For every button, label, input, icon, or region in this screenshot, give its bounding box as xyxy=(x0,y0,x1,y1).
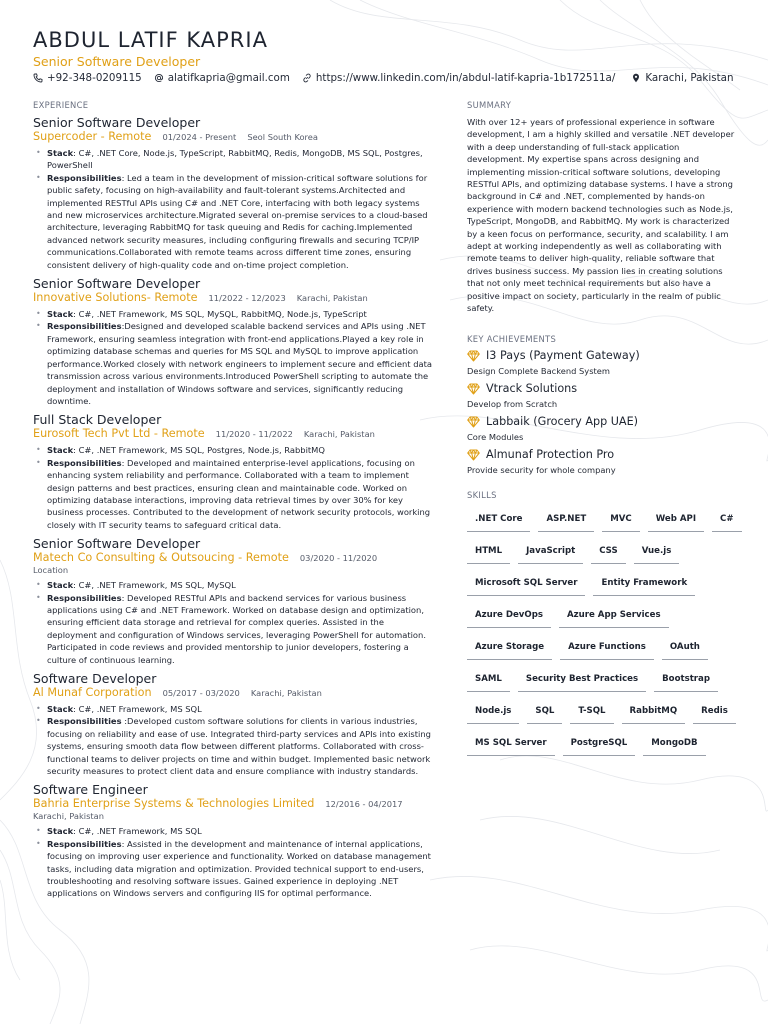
at-icon xyxy=(154,73,164,83)
job-bullets xyxy=(33,703,435,777)
skill-tag: Azure Functions xyxy=(560,636,654,660)
company-name: Matech Co Consulting & Outsoucing - Remote xyxy=(33,551,289,565)
location-pin-icon xyxy=(631,73,641,83)
achievement-head xyxy=(467,414,737,430)
job-entry xyxy=(33,782,435,899)
job-location: Seol South Korea xyxy=(247,132,318,142)
company-name: Eurosoft Tech Pvt Ltd - Remote xyxy=(33,427,205,441)
skill-tag: JavaScript xyxy=(518,540,583,564)
responsibilities-text: : Led a team in the development of mission-critical software solutions for public safety, focusing on high-availability and fault-tolerant systems.Architected and implemented RESTful APIs using C# and .NET Core, interfacing with both legacy systems and new microservices architecture.Migrated several on-premise services to a cloud-based architecture, leveraging RabbitMQ for task queuing and Redis for caching.Implemented advanced network security measures, including configuring firewalls and securing TCP/IP communications.Collaborated with remote teams across different time zones, ensuring consistent delivery of high-quality code and on-time project completion. xyxy=(47,172,428,270)
skill-tag: .NET Core xyxy=(467,508,530,532)
achievement-list xyxy=(467,348,737,476)
company-name: Innovative Solutions- Remote xyxy=(33,291,198,305)
achievements-label: KEY ACHIEVEMENTS xyxy=(467,333,557,344)
linkedin-item[interactable] xyxy=(302,72,615,84)
job-dates: 03/2020 - 11/2020 xyxy=(299,553,378,564)
summary-text: With over 12+ years of professional experience in software development, I am a highly skilled and versatile .NET developer with a deep understanding of full-stack application development. My expertise spans across designing and implementing mission-critical software solutions, developing RESTful APIs, and optimizing database systems. I have a strong background in C# and .NET, complemented by hands-on experience with modern backend technologies such as Node.js, TypeScript, MongoDB, and RabbitMQ. My work is characterized by a keen focus on performance, security, and scalability. I am adept at working independently as well as collaborating with remote teams to deliver high-quality, reliable software that drives business success. My passion lies in creating solutions that not only meet technical requirements but also have a positive impact on society, particularly in the realm of public safety. xyxy=(467,117,735,314)
responsibilities-label: Responsibilities xyxy=(47,172,122,183)
job-meta xyxy=(33,686,435,700)
achievement-desc: Develop from Scratch xyxy=(467,398,558,409)
job-title: Senior Software Developer xyxy=(33,536,201,552)
job-meta xyxy=(33,551,435,565)
job-location: Karachi, Pakistan xyxy=(296,293,368,304)
phone-text: +92-348-0209115 xyxy=(47,72,142,84)
job-dates: 01/2024 - Present xyxy=(162,132,237,142)
job-entry xyxy=(33,412,435,531)
stack-text: : C#, .NET Core, Node.js, TypeScript, RabbitMQ, Redis, MongoDB, MS SQL, Postgres, PowerShell xyxy=(47,148,423,171)
responsibilities-label: Responsibilities xyxy=(47,321,122,332)
skill-tag: SQL xyxy=(527,700,562,724)
experience-label: EXPERIENCE xyxy=(33,100,89,110)
location-text: Karachi, Pakistan xyxy=(645,72,734,84)
achievement-item xyxy=(467,414,737,443)
contact-bar xyxy=(33,72,733,84)
responsibilities-text: : Assisted in the development and maintenance of internal applications, focusing on improving user experience and functionality. Worked on database management tasks, including data migration and optimization. Provided technical support to end-users, troubleshooting and resolving software issues. Gained experience in deploying .NET applications on Windows servers and configuring IIS for optimal performance. xyxy=(47,838,431,899)
job-bullets xyxy=(33,825,435,899)
responsibilities-bullet xyxy=(33,592,435,666)
skills-label: SKILLS xyxy=(467,489,497,500)
job-bullets xyxy=(33,147,435,271)
skill-tag: PostgreSQL xyxy=(563,732,636,756)
stack-label: Stack xyxy=(47,704,74,714)
job-bullets xyxy=(33,579,435,666)
job-entry xyxy=(33,276,435,407)
right-column xyxy=(467,100,737,756)
stack-label: Stack xyxy=(47,309,74,320)
achievement-head xyxy=(467,348,737,364)
summary-label: SUMMARY xyxy=(467,100,512,110)
skill-tag: CSS xyxy=(591,540,625,564)
achievement-title: Vtrack Solutions xyxy=(486,381,578,395)
achievement-item xyxy=(467,348,737,377)
skill-tag: MS SQL Server xyxy=(467,732,555,756)
company-name: Al Munaf Corporation xyxy=(33,686,152,699)
skill-tag: T-SQL xyxy=(570,700,613,724)
job-dates: 05/2017 - 03/2020 xyxy=(162,688,240,698)
stack-text: : C#, .NET Framework, MS SQL xyxy=(73,826,202,837)
diamond-icon xyxy=(467,350,480,362)
job-list xyxy=(33,115,435,900)
skill-tag: Azure Storage xyxy=(467,636,552,660)
job-bullets xyxy=(33,308,435,407)
skill-tag: Azure App Services xyxy=(559,604,669,628)
stack-text: : C#, .NET Framework, MS SQL, MySQL, RabbitMQ, Node.js, TypeScript xyxy=(73,309,367,320)
skill-tag: Web API xyxy=(648,508,704,532)
stack-bullet xyxy=(33,444,435,456)
job-dates: 12/2016 - 04/2017 xyxy=(325,799,403,810)
company-name: Supercoder - Remote xyxy=(33,130,152,143)
stack-bullet xyxy=(33,308,435,320)
responsibilities-label: Responsibilities xyxy=(47,838,122,849)
achievement-head xyxy=(467,447,737,463)
linkedin-text: https://www.linkedin.com/in/abdul-latif-kapria-1b172511a/ xyxy=(315,72,616,84)
responsibilities-bullet xyxy=(33,715,435,777)
job-location: Karachi, Pakistan xyxy=(303,429,375,440)
stack-text: : C#, .NET Framework, MS SQL xyxy=(73,704,202,714)
job-location: Location xyxy=(33,565,69,576)
skill-tag: RabbitMQ xyxy=(622,700,686,724)
job-title: Software Developer xyxy=(33,671,157,686)
diamond-icon xyxy=(467,416,480,428)
company-name: Bahria Enterprise Systems & Technologies Limited xyxy=(33,797,315,811)
stack-bullet xyxy=(33,703,435,715)
responsibilities-text: : Developed and maintained enterprise-level applications, focusing on enhancing system reliability and performance. Collaborated with a team to implement design patterns and best practices, ensuring clean and maintainable code. Worked on optimizing database interactions, improving data retrieval times by over 30% for key business processes. Contributed to the development of network security protocols, working closely with IT security teams to safeguard critical data. xyxy=(47,457,431,530)
achievement-desc: Provide security for whole company xyxy=(467,464,616,475)
responsibilities-label: Responsibilities xyxy=(47,457,122,468)
skill-tag: Vue.js xyxy=(634,540,680,564)
location-item xyxy=(631,72,733,84)
job-entry xyxy=(33,671,435,777)
achievement-title: I3 Pays (Payment Gateway) xyxy=(486,348,640,362)
responsibilities-text: : Developed RESTful APIs and backend services for various business applications using C# and .NET Framework. Worked on database design and optimization, ensuring efficient data storage and retrieval for complex queries. Assisted in the deployment and configuration of Windows services, leveraging PowerShell for automation. Participated in code reviews and provided mentorship to junior developers, fostering a culture of continuous learning. xyxy=(47,592,426,665)
skill-tag: SAML xyxy=(467,668,510,692)
email-text: alatifkapria@gmail.com xyxy=(167,72,290,84)
skill-tag: OAuth xyxy=(662,636,708,660)
job-dates: 11/2020 - 11/2022 xyxy=(215,429,293,440)
skill-tag: HTML xyxy=(467,540,510,564)
job-location: Karachi, Pakistan xyxy=(33,811,105,822)
skill-tag: Microsoft SQL Server xyxy=(467,572,585,596)
achievement-title: Almunaf Protection Pro xyxy=(486,447,615,461)
stack-bullet xyxy=(33,147,435,172)
skill-tag: Entity Framework xyxy=(593,572,695,596)
achievement-desc: Design Complete Backend System xyxy=(467,365,610,376)
stack-label: Stack xyxy=(47,148,74,158)
diamond-icon xyxy=(467,383,480,395)
responsibilities-bullet xyxy=(33,172,435,271)
skill-tag: Azure DevOps xyxy=(467,604,551,628)
achievement-title: Labbaik (Grocery App UAE) xyxy=(486,414,639,428)
stack-text: : C#, .NET Framework, MS SQL, MySQL xyxy=(73,580,236,591)
responsibilities-text: :Designed and developed scalable backend services and APIs using .NET Framework, ensuring seamless integration with front-end applications.Played a key role in optimizing database schemas and queries for MS SQL and MySQL to improve application performance.Worked closely with network engineers to implement secure and efficient data transmission across various environments.Introduced PowerShell scripting to automate the deployment and installation of Windows software and services, significantly reducing downtime. xyxy=(47,321,432,406)
responsibilities-bullet xyxy=(33,838,435,900)
responsibilities-bullet xyxy=(33,320,435,407)
job-meta xyxy=(33,291,435,305)
achievement-desc: Core Modules xyxy=(467,431,524,442)
job-meta xyxy=(33,130,435,144)
stack-label: Stack xyxy=(47,445,74,456)
candidate-name: ABDUL LATIF KAPRIA xyxy=(33,28,268,52)
stack-text: : C#, .NET Framework, MS SQL, Postgres, Node.js, RabbitMQ xyxy=(73,445,325,456)
skill-tag: Redis xyxy=(693,700,736,724)
candidate-title: Senior Software Developer xyxy=(33,54,201,69)
job-title: Software Engineer xyxy=(33,782,148,798)
stack-bullet xyxy=(33,825,435,837)
job-meta xyxy=(33,797,435,811)
link-icon xyxy=(302,73,312,83)
stack-label: Stack xyxy=(47,826,74,837)
phone-icon xyxy=(33,73,43,83)
responsibilities-label: Responsibilities xyxy=(47,592,122,603)
diamond-icon xyxy=(467,449,480,461)
skill-tag: C# xyxy=(712,508,742,532)
stack-bullet xyxy=(33,579,435,591)
job-entry xyxy=(33,115,435,271)
phone-item[interactable] xyxy=(33,72,142,84)
responsibilities-text: :Developed custom software solutions for clients in various industries, focusing on reliability and ease of use. Integrated third-party services and APIs into existing systems, ensuring smooth data flow between different platforms. Collaborated with cross-functional teams to deliver projects on time and within budget. Implemented basic network security measures to protect client data and ensure compliance with industry standards. xyxy=(47,716,431,777)
job-bullets xyxy=(33,444,435,531)
responsibilities-bullet xyxy=(33,457,435,531)
skill-tag: MVC xyxy=(602,508,640,532)
job-title: Senior Software Developer xyxy=(33,276,201,292)
job-meta xyxy=(33,427,435,441)
experience-section xyxy=(33,100,435,905)
skill-tag: Bootstrap xyxy=(654,668,718,692)
achievement-head xyxy=(467,381,737,397)
skill-tag: Node.js xyxy=(467,700,519,724)
responsibilities-label: Responsibilities xyxy=(47,716,122,727)
job-entry xyxy=(33,536,435,666)
skills-list xyxy=(467,508,747,756)
stack-label: Stack xyxy=(47,580,74,591)
achievement-item xyxy=(467,381,737,410)
skill-tag: MongoDB xyxy=(643,732,705,756)
job-dates: 11/2022 - 12/2023 xyxy=(208,293,286,304)
job-location: Karachi, Pakistan xyxy=(250,688,322,698)
achievement-item xyxy=(467,447,737,476)
email-item[interactable] xyxy=(154,72,290,84)
skill-tag: ASP.NET xyxy=(538,508,594,532)
job-title: Full Stack Developer xyxy=(33,412,162,428)
job-title: Senior Software Developer xyxy=(33,115,201,130)
skill-tag: Security Best Practices xyxy=(518,668,646,692)
